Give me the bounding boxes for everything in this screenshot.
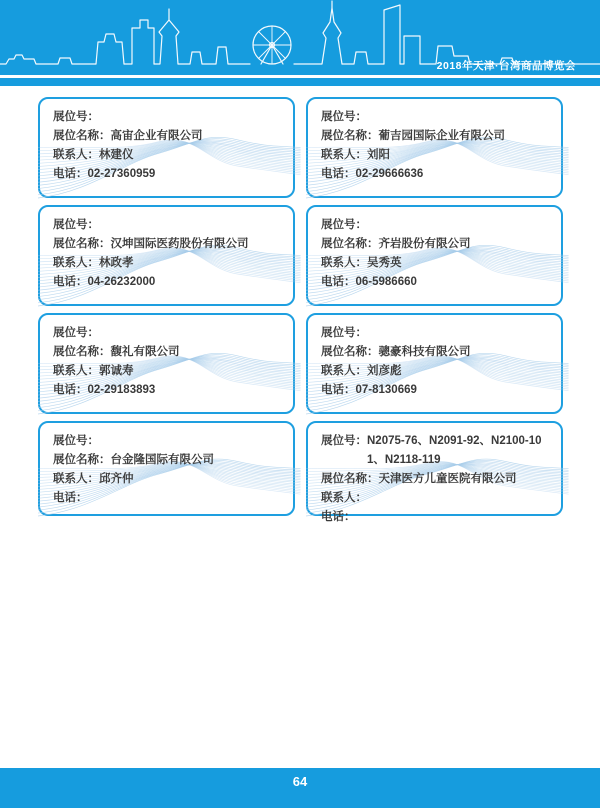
booth-number-line — [321, 432, 553, 470]
booth-number-label: 展位号： — [321, 327, 367, 339]
booth-name-value: 天津医方儿童医院有限公司 — [378, 473, 517, 485]
booth-name-line — [53, 235, 285, 254]
contact-label: 联系人： — [53, 365, 99, 377]
contact-label: 联系人： — [53, 149, 99, 161]
contact-line — [53, 254, 285, 273]
booth-number-label: 展位号： — [53, 435, 99, 447]
contact-value: 刘彦彪 — [367, 365, 402, 377]
phone-value: 07-8130669 — [355, 384, 417, 396]
footer-bar — [0, 768, 600, 808]
booth-name-value: 馥礼有限公司 — [110, 346, 180, 358]
booth-name-label: 展位名称： — [53, 454, 111, 466]
phone-label: 电话： — [53, 384, 88, 396]
phone-label: 电话： — [321, 168, 356, 180]
booth-name-value: 骢豪科技有限公司 — [378, 346, 471, 358]
booth-name-line — [321, 127, 553, 146]
contact-line — [321, 146, 553, 165]
ferris-wheel-icon — [253, 26, 291, 64]
booth-number-label: 展位号： — [321, 111, 367, 123]
booth-name-value: 汉坤国际医药股份有限公司 — [110, 238, 249, 250]
booth-number-label: 展位号： — [53, 327, 99, 339]
booth-name-label: 展位名称： — [53, 130, 111, 142]
booth-cards-grid — [38, 97, 563, 523]
phone-line — [321, 381, 553, 400]
contact-label: 联系人： — [53, 473, 99, 485]
phone-line — [321, 165, 553, 184]
booth-name-value: 台金隆国际有限公司 — [110, 454, 214, 466]
booth-name-line — [321, 235, 553, 254]
phone-line — [321, 273, 553, 292]
booth-name-label: 展位名称： — [321, 130, 379, 142]
contact-line — [53, 470, 285, 489]
contact-value: 林政孝 — [99, 257, 134, 269]
booth-number-line — [53, 216, 285, 235]
phone-line — [321, 508, 553, 527]
booth-number-line — [53, 108, 285, 127]
phone-value: 02-29666636 — [355, 168, 424, 180]
contact-label: 联系人： — [53, 257, 99, 269]
contact-value: 林建仪 — [99, 149, 134, 161]
phone-line — [53, 165, 285, 184]
contact-label: 联系人： — [321, 257, 367, 269]
booth-card — [306, 313, 563, 414]
phone-value: 06-5986660 — [355, 276, 417, 288]
phone-line — [53, 489, 285, 508]
booth-name-line — [321, 470, 553, 489]
contact-label: 联系人： — [321, 492, 367, 504]
contact-value: 邱齐仲 — [99, 473, 134, 485]
booth-number-value: N2075-76、N2091-92、N2100-101、N2118-119 — [367, 435, 542, 466]
booth-number-line — [53, 324, 285, 343]
booth-name-value: 葡吉园国际企业有限公司 — [378, 130, 505, 142]
booth-number-line — [321, 216, 553, 235]
phone-value: 04-26232000 — [87, 276, 156, 288]
booth-name-label: 展位名称： — [321, 346, 379, 358]
booth-name-line — [53, 451, 285, 470]
phone-line — [53, 381, 285, 400]
booth-name-label: 展位名称： — [321, 238, 379, 250]
contact-line — [53, 146, 285, 165]
phone-label: 电话： — [53, 168, 88, 180]
contact-line — [321, 254, 553, 273]
contact-value: 郭诚寿 — [99, 365, 134, 377]
page-number: 64 — [292, 774, 308, 789]
phone-line — [53, 273, 285, 292]
booth-name-label: 展位名称： — [53, 238, 111, 250]
booth-card — [38, 421, 295, 516]
booth-name-value: 齐岩股份有限公司 — [378, 238, 471, 250]
booth-number-label: 展位号： — [53, 219, 99, 231]
contact-line — [321, 362, 553, 381]
booth-card — [38, 97, 295, 198]
contact-value: 吴秀英 — [367, 257, 402, 269]
booth-name-label: 展位名称： — [321, 473, 379, 485]
booth-card — [306, 97, 563, 198]
booth-name-line — [53, 127, 285, 146]
contact-label: 联系人： — [321, 149, 367, 161]
phone-value: 02-27360959 — [87, 168, 156, 180]
header-separator-line — [0, 75, 600, 78]
contact-label: 联系人： — [321, 365, 367, 377]
booth-number-label: 展位号： — [321, 435, 367, 447]
booth-number-line — [321, 324, 553, 343]
phone-value: 02-29183893 — [87, 384, 156, 396]
expo-title: 2018年天津·台湾商品博览会 — [436, 60, 576, 72]
phone-label: 电话： — [53, 276, 88, 288]
header-banner — [0, 0, 600, 86]
contact-line — [53, 362, 285, 381]
contact-value: 刘阳 — [367, 149, 390, 161]
contact-line — [321, 489, 553, 508]
phone-label: 电话： — [321, 511, 356, 523]
booth-name-line — [321, 343, 553, 362]
booth-card — [38, 205, 295, 306]
phone-label: 电话： — [53, 492, 88, 504]
booth-number-line — [321, 108, 553, 127]
booth-name-line — [53, 343, 285, 362]
booth-name-label: 展位名称： — [53, 346, 111, 358]
booth-card — [38, 313, 295, 414]
booth-number-label: 展位号： — [53, 111, 99, 123]
phone-label: 电话： — [321, 276, 356, 288]
booth-card — [306, 205, 563, 306]
booth-number-line — [53, 432, 285, 451]
booth-name-value: 高宙企业有限公司 — [110, 130, 203, 142]
booth-number-label: 展位号： — [321, 219, 367, 231]
phone-label: 电话： — [321, 384, 356, 396]
booth-card — [306, 421, 563, 523]
